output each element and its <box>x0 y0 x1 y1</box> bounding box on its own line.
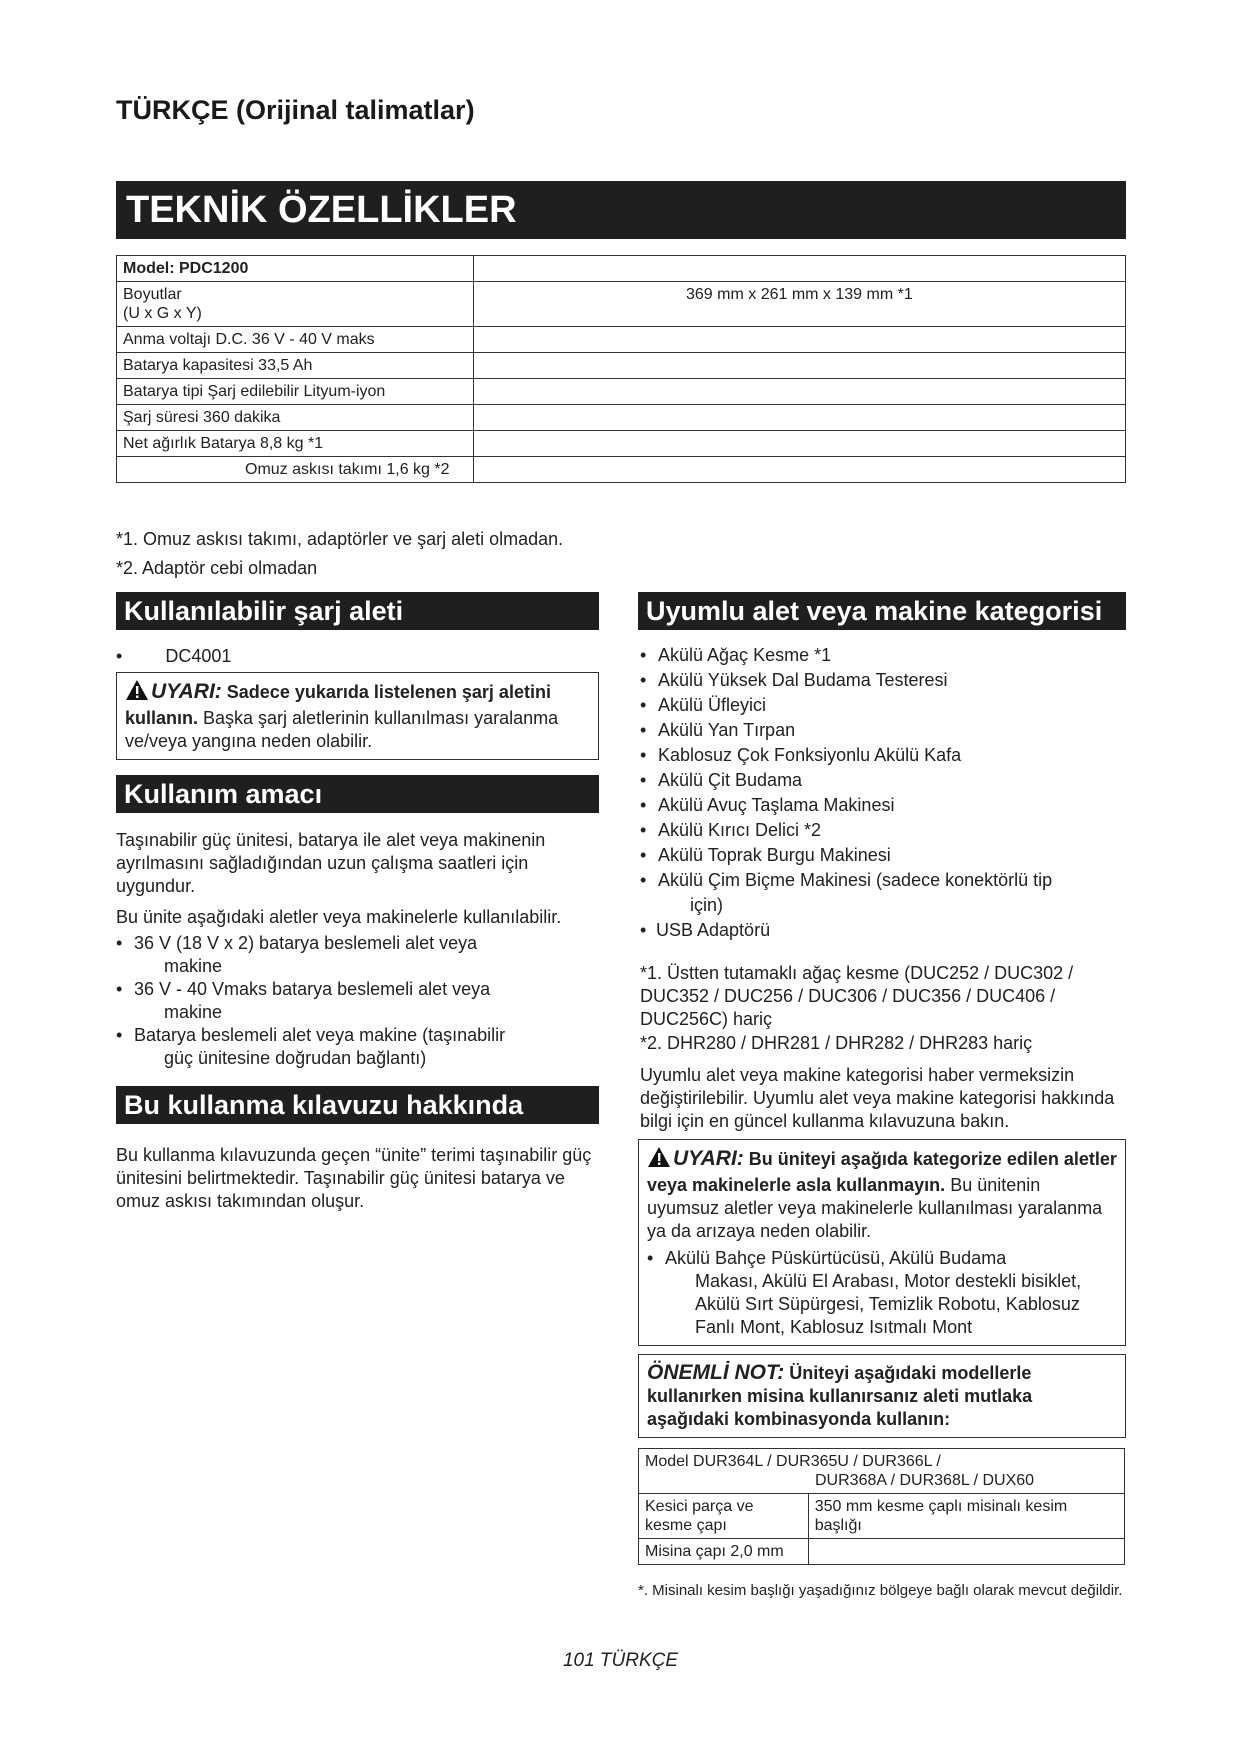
spec-row-capacity <box>117 353 1126 379</box>
spec-row-battery-type <box>117 379 1126 405</box>
important-label: ÖNEMLİ NOT: <box>647 1361 785 1384</box>
spec-dimensions-label-cell <box>117 282 474 327</box>
purpose-paragraph-1: Taşınabilir güç ünitesi, batarya ile alet veya makinenin ayrılmasını sağladığından uzun çalışma saatleri için uygundur. <box>116 830 546 896</box>
combo-note: *. Misinalı kesim başlığı yaşadığınız bölgeye bağlı olarak mevcut değildir. <box>638 1582 1123 1599</box>
list-item: • 36 V - 40 Vmaks batarya beslemeli alet veya makine <box>116 978 606 1024</box>
list-item: • Akülü Toprak Burgu Makinesi <box>640 843 1130 868</box>
list-item: • Akülü Üfleyici <box>640 693 1130 718</box>
charger-heading: Kullanılabilir şarj aleti <box>116 592 599 630</box>
spec-model: Model: PDC1200 <box>117 256 474 282</box>
list-item: • Akülü Kırıcı Delici *2 <box>640 818 1130 843</box>
list-item: • Akülü Avuç Taşlama Makinesi <box>640 793 1130 818</box>
compatible-heading: Uyumlu alet veya makine kategorisi <box>638 592 1126 630</box>
spec-net-weight: Net ağırlık Batarya 8,8 kg *1 <box>117 431 474 457</box>
list-item: • USB Adaptörü <box>640 918 1130 943</box>
spec-model-value-cell <box>473 256 1125 282</box>
spec-row-shoulder-weight <box>117 457 1126 483</box>
incompatible-warning-text: Bu ünitenin uyumsuz aletler veya makinelerle kullanılması yaralanma ya da arızaya neden olabilir. <box>647 1175 1103 1241</box>
purpose-list <box>116 932 606 1070</box>
specifications-table <box>116 255 1126 483</box>
warning-label: UYARI: <box>673 1147 744 1170</box>
list-item: • Akülü Ağaç Kesme *1 <box>640 643 1130 668</box>
combo-line-label: Misina çapı 2,0 mm <box>639 1539 809 1565</box>
list-item-continuation: için) <box>690 895 724 915</box>
warning-triangle-icon <box>647 1146 671 1174</box>
warning-label: UYARI: <box>151 680 222 703</box>
combo-model-cell <box>639 1449 1125 1494</box>
spec-charge-time: Şarj süresi 360 dakika <box>117 405 474 431</box>
spec-shoulder-weight: Omuz askısı takımı 1,6 kg *2 <box>117 457 474 483</box>
spec-row-dimensions <box>117 282 1126 327</box>
incompatible-warning-bold: Bu üniteyi aşağıda kategorize edilen aletler veya makinelerle asla kullanmayın. <box>647 1149 1117 1195</box>
spec-note-2: *2. Adaptör cebi olmadan <box>116 558 318 578</box>
bullet-glyph: • <box>116 646 123 666</box>
page-language-title: TÜRKÇE (Orijinal talimatlar) <box>116 95 475 125</box>
manual-heading: Bu kullanma kılavuzu hakkında <box>116 1086 599 1124</box>
charger-list-item <box>116 645 231 668</box>
spec-voltage: Anma voltajı D.C. 36 V - 40 V maks <box>117 327 474 353</box>
list-item: • 36 V (18 V x 2) batarya beslemeli alet veya makine <box>116 932 606 978</box>
spec-row-charge-time <box>117 405 1126 431</box>
combo-model: Model DUR364L / DUR365U / DUR366L / <box>645 1453 941 1470</box>
spec-battery-type: Batarya tipi Şarj edilebilir Lityum-iyon <box>117 379 474 405</box>
manual-paragraph: Bu kullanma kılavuzunda geçen “ünite” terimi taşınabilir güç ünitesini belirtmektedir. Taşınabilir güç ünitesi batarya ve omuz askısı takımından oluşur. <box>116 1145 592 1211</box>
spec-dimensions-value: 369 mm x 261 mm x 139 mm *1 <box>473 282 1125 327</box>
important-text: Üniteyi aşağıdaki modellerle kullanırken misina kullanırsanız aleti mutlaka aşağıdaki kombinasyonda kullanın: <box>647 1363 1033 1429</box>
combo-model-cont: DUR368A / DUR368L / DUX60 <box>815 1472 1035 1489</box>
compatible-note-2: *2. DHR280 / DHR281 / DHR282 / DHR283 hariç <box>640 1033 1033 1053</box>
combo-cutter-label: Kesici parça ve kesme çapı <box>639 1494 809 1539</box>
spec-capacity: Batarya kapasitesi 33,5 Ah <box>117 353 474 379</box>
list-item: • Akülü Çit Budama <box>640 768 1130 793</box>
list-item: • Akülü Çim Biçme Makinesi (sadece konektörlü tip <box>640 868 1130 893</box>
compatible-note-1: *1. Üstten tutamaklı ağaç kesme (DUC252 / DUC302 / DUC352 / DUC256 / DUC306 / DUC356 / DUC406 / DUC256C) hariç <box>640 963 1074 1029</box>
combo-row-model <box>639 1449 1125 1494</box>
list-item: • Akülü Bahçe Püskürtücüsü, Akülü Budama Makası, Akülü El Arabası, Motor destekli bisiklet, Akülü Sırt Süpürgesi, Temizlik Robotu, Kablosuz Fanlı Mont, Kablosuz Isıtmalı Mont <box>647 1247 1117 1339</box>
purpose-heading: Kullanım amacı <box>116 775 599 813</box>
spec-dimensions-sub: (U x G x Y) <box>123 305 202 322</box>
spec-row-net-weight <box>117 431 1126 457</box>
combo-row-cutter <box>639 1494 1125 1539</box>
list-item: • Akülü Yüksek Dal Budama Testeresi <box>640 668 1130 693</box>
warning-triangle-icon <box>125 679 149 707</box>
combo-cutter-value: 350 mm kesme çaplı misinalı kesim başlığı <box>808 1494 1124 1539</box>
spec-row-model <box>117 256 1126 282</box>
incompatible-warning-box <box>638 1139 1126 1346</box>
specifications-heading: TEKNİK ÖZELLİKLER <box>116 181 1126 239</box>
spec-dimensions-label: Boyutlar <box>123 286 182 303</box>
list-item: • Kablosuz Çok Fonksiyonlu Akülü Kafa <box>640 743 1130 768</box>
important-note-box <box>638 1354 1126 1438</box>
page-footer: 101 TÜRKÇE <box>562 1650 679 1671</box>
charger-warning-bold: Sadece yukarıda listelenen şarj aletini kullanın. <box>125 682 551 728</box>
combo-row-line <box>639 1539 1125 1565</box>
spec-note-1: *1. Omuz askısı takımı, adaptörler ve şarj aleti olmadan. <box>116 529 564 549</box>
combination-table <box>638 1448 1125 1565</box>
charger-warning-text: Başka şarj aletlerinin kullanılması yaralanma ve/veya yangına neden olabilir. <box>125 708 559 751</box>
list-item: • Batarya beslemeli alet veya makine (taşınabilir güç ünitesine doğrudan bağlantı) <box>116 1024 606 1070</box>
purpose-paragraph-2: Bu ünite aşağıdaki aletler veya makinelerle kullanılabilir. <box>116 907 562 927</box>
list-item: • Akülü Yan Tırpan <box>640 718 1130 743</box>
charger-warning-box <box>116 672 599 760</box>
compatible-info: Uyumlu alet veya makine kategorisi haber vermeksizin değiştirilebilir. Uyumlu alet veya makine kategorisi hakkında bilgi için en güncel kullanma kılavuzuna bakın. <box>640 1065 1115 1131</box>
compatible-list <box>640 643 1130 943</box>
charger-model: DC4001 <box>165 646 232 666</box>
spec-row-voltage <box>117 327 1126 353</box>
